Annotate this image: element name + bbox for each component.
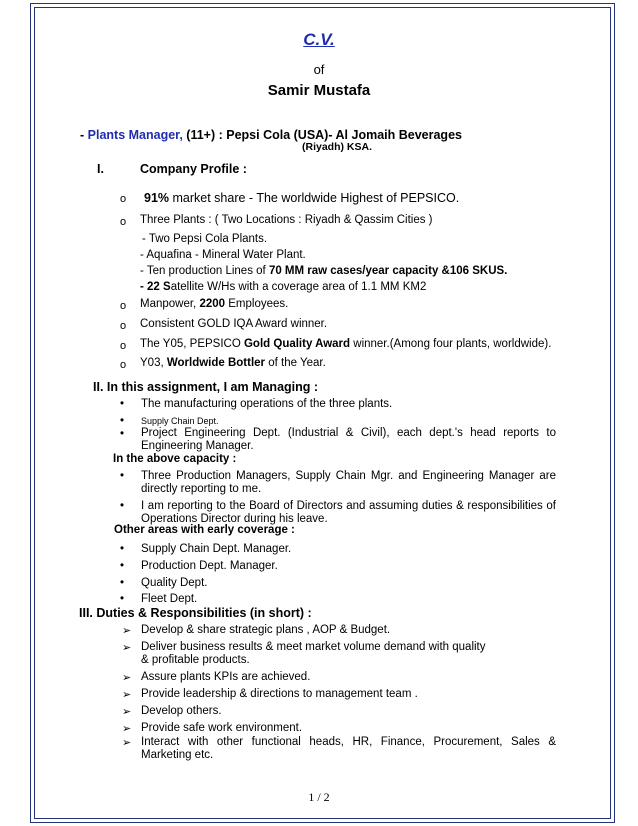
plant-line-bold: 70 MM raw cases/year capacity &106 SKUS. <box>268 265 508 277</box>
list-item: Provide safe work environment. <box>141 722 303 734</box>
page-number: 1 / 2 <box>308 790 330 804</box>
bullet-dot: • <box>120 398 125 410</box>
section-company-profile-heading <box>97 162 247 176</box>
list-item: Production Dept. Manager. <box>141 560 278 572</box>
list-item: I am reporting to the Board of Directors and assuming duties & responsibilities of Operations Director during his leave. <box>141 500 556 525</box>
list-item: Provide leadership & directions to management team . <box>141 688 418 700</box>
item-bold: 2200 <box>199 298 226 310</box>
bullet-dot: • <box>120 470 125 482</box>
item-text: market share - The worldwide Highest of PEPSICO. <box>169 191 460 205</box>
plant-line-bold: - 22 S <box>140 281 171 293</box>
section-managing-heading: II. In this assignment, I am Managing : <box>93 380 319 394</box>
bullet-circle: o <box>120 359 127 371</box>
subsection-heading: Other areas with early coverage : <box>114 524 295 536</box>
list-item <box>140 338 551 350</box>
list-item: Assure plants KPIs are achieved. <box>141 671 311 683</box>
list-item: Fleet Dept. <box>141 593 198 605</box>
bullet-circle: o <box>120 320 127 332</box>
plant-line-text: atellite W/Hs with a coverage area of 1.1 MM KM2 <box>170 281 427 293</box>
item-text: Manpower, <box>140 298 200 310</box>
list-item <box>140 298 288 310</box>
role-location: (Riyadh) KSA. <box>302 141 373 153</box>
section-number: I. <box>97 162 104 176</box>
bullet-arrow: ➢ <box>122 737 132 749</box>
list-item-continued: & profitable products. <box>141 654 250 666</box>
list-item: Consistent GOLD IQA Award winner. <box>140 318 328 330</box>
role-prefix: - <box>80 128 88 142</box>
subsection-heading: In the above capacity : <box>113 453 237 465</box>
section-duties-heading: III. Duties & Responsibilities (in short) : <box>79 606 312 620</box>
list-item: Project Engineering Dept. (Industrial & Civil), each dept.'s head reports to Engineering Manager. <box>141 427 556 452</box>
list-item: Supply Chain Dept. Manager. <box>141 543 292 555</box>
bullet-dot: • <box>120 415 125 427</box>
of-label: of <box>313 62 325 77</box>
bullet-dot: • <box>120 593 125 605</box>
plant-line: - Two Pepsi Cola Plants. <box>142 233 268 245</box>
bullet-circle: o <box>120 340 127 352</box>
bullet-arrow: ➢ <box>122 642 132 654</box>
list-item: Develop others. <box>141 705 222 717</box>
item-bold: Gold Quality Award <box>243 338 351 350</box>
candidate-name: Samir Mustafa <box>267 82 371 99</box>
item-text: winner.(Among four plants, worldwide). <box>350 338 552 350</box>
plant-line-text: - Ten production Lines of <box>140 265 269 277</box>
bullet-dot: • <box>120 428 125 440</box>
item-text: Y03, <box>140 357 167 369</box>
plant-line <box>140 281 426 293</box>
bullet-arrow: ➢ <box>122 625 132 637</box>
list-item: Quality Dept. <box>141 577 208 589</box>
bullet-dot: • <box>120 500 125 512</box>
item-bold: Worldwide Bottler <box>166 357 266 369</box>
role-title: Plants Manager, <box>87 128 183 142</box>
list-item: Interact with other functional heads, HR, Finance, Procurement, Sales & Marketing etc. <box>141 736 556 761</box>
role-detail: (11+) : Pepsi Cola (USA)- Al Jomaih Beverages <box>182 128 462 142</box>
item-text: of the Year. <box>265 357 326 369</box>
list-item <box>144 191 459 205</box>
item-bold: 91% <box>144 191 170 205</box>
list-item: Supply Chain Dept. <box>141 416 219 426</box>
bullet-dot: • <box>120 560 125 572</box>
item-text: The Y05, PEPSICO <box>140 338 244 350</box>
bullet-arrow: ➢ <box>122 706 132 718</box>
bullet-arrow: ➢ <box>122 672 132 684</box>
list-item: Develop & share strategic plans , AOP & Budget. <box>141 624 391 636</box>
plant-line: - Aquafina - Mineral Water Plant. <box>140 249 306 261</box>
bullet-dot: • <box>120 577 125 589</box>
bullet-circle: o <box>120 193 127 205</box>
item-text: Employees. <box>225 298 289 310</box>
list-item: Three Plants : ( Two Locations : Riyadh & Qassim Cities ) <box>140 214 433 226</box>
bullet-circle: o <box>120 300 127 312</box>
list-item: Three Production Managers, Supply Chain Mgr. and Engineering Manager are directly reporting to me. <box>141 470 556 495</box>
list-item <box>140 357 326 369</box>
bullet-arrow: ➢ <box>122 723 132 735</box>
list-item: The manufacturing operations of the three plants. <box>141 398 393 410</box>
section-title: Company Profile : <box>140 162 247 176</box>
plant-line <box>140 265 507 277</box>
role-line <box>80 128 462 142</box>
bullet-arrow: ➢ <box>122 689 132 701</box>
cv-title: C.V. <box>303 30 335 49</box>
bullet-circle: o <box>120 216 127 228</box>
list-item: Deliver business results & meet market volume demand with quality <box>141 641 486 653</box>
bullet-dot: • <box>120 543 125 555</box>
